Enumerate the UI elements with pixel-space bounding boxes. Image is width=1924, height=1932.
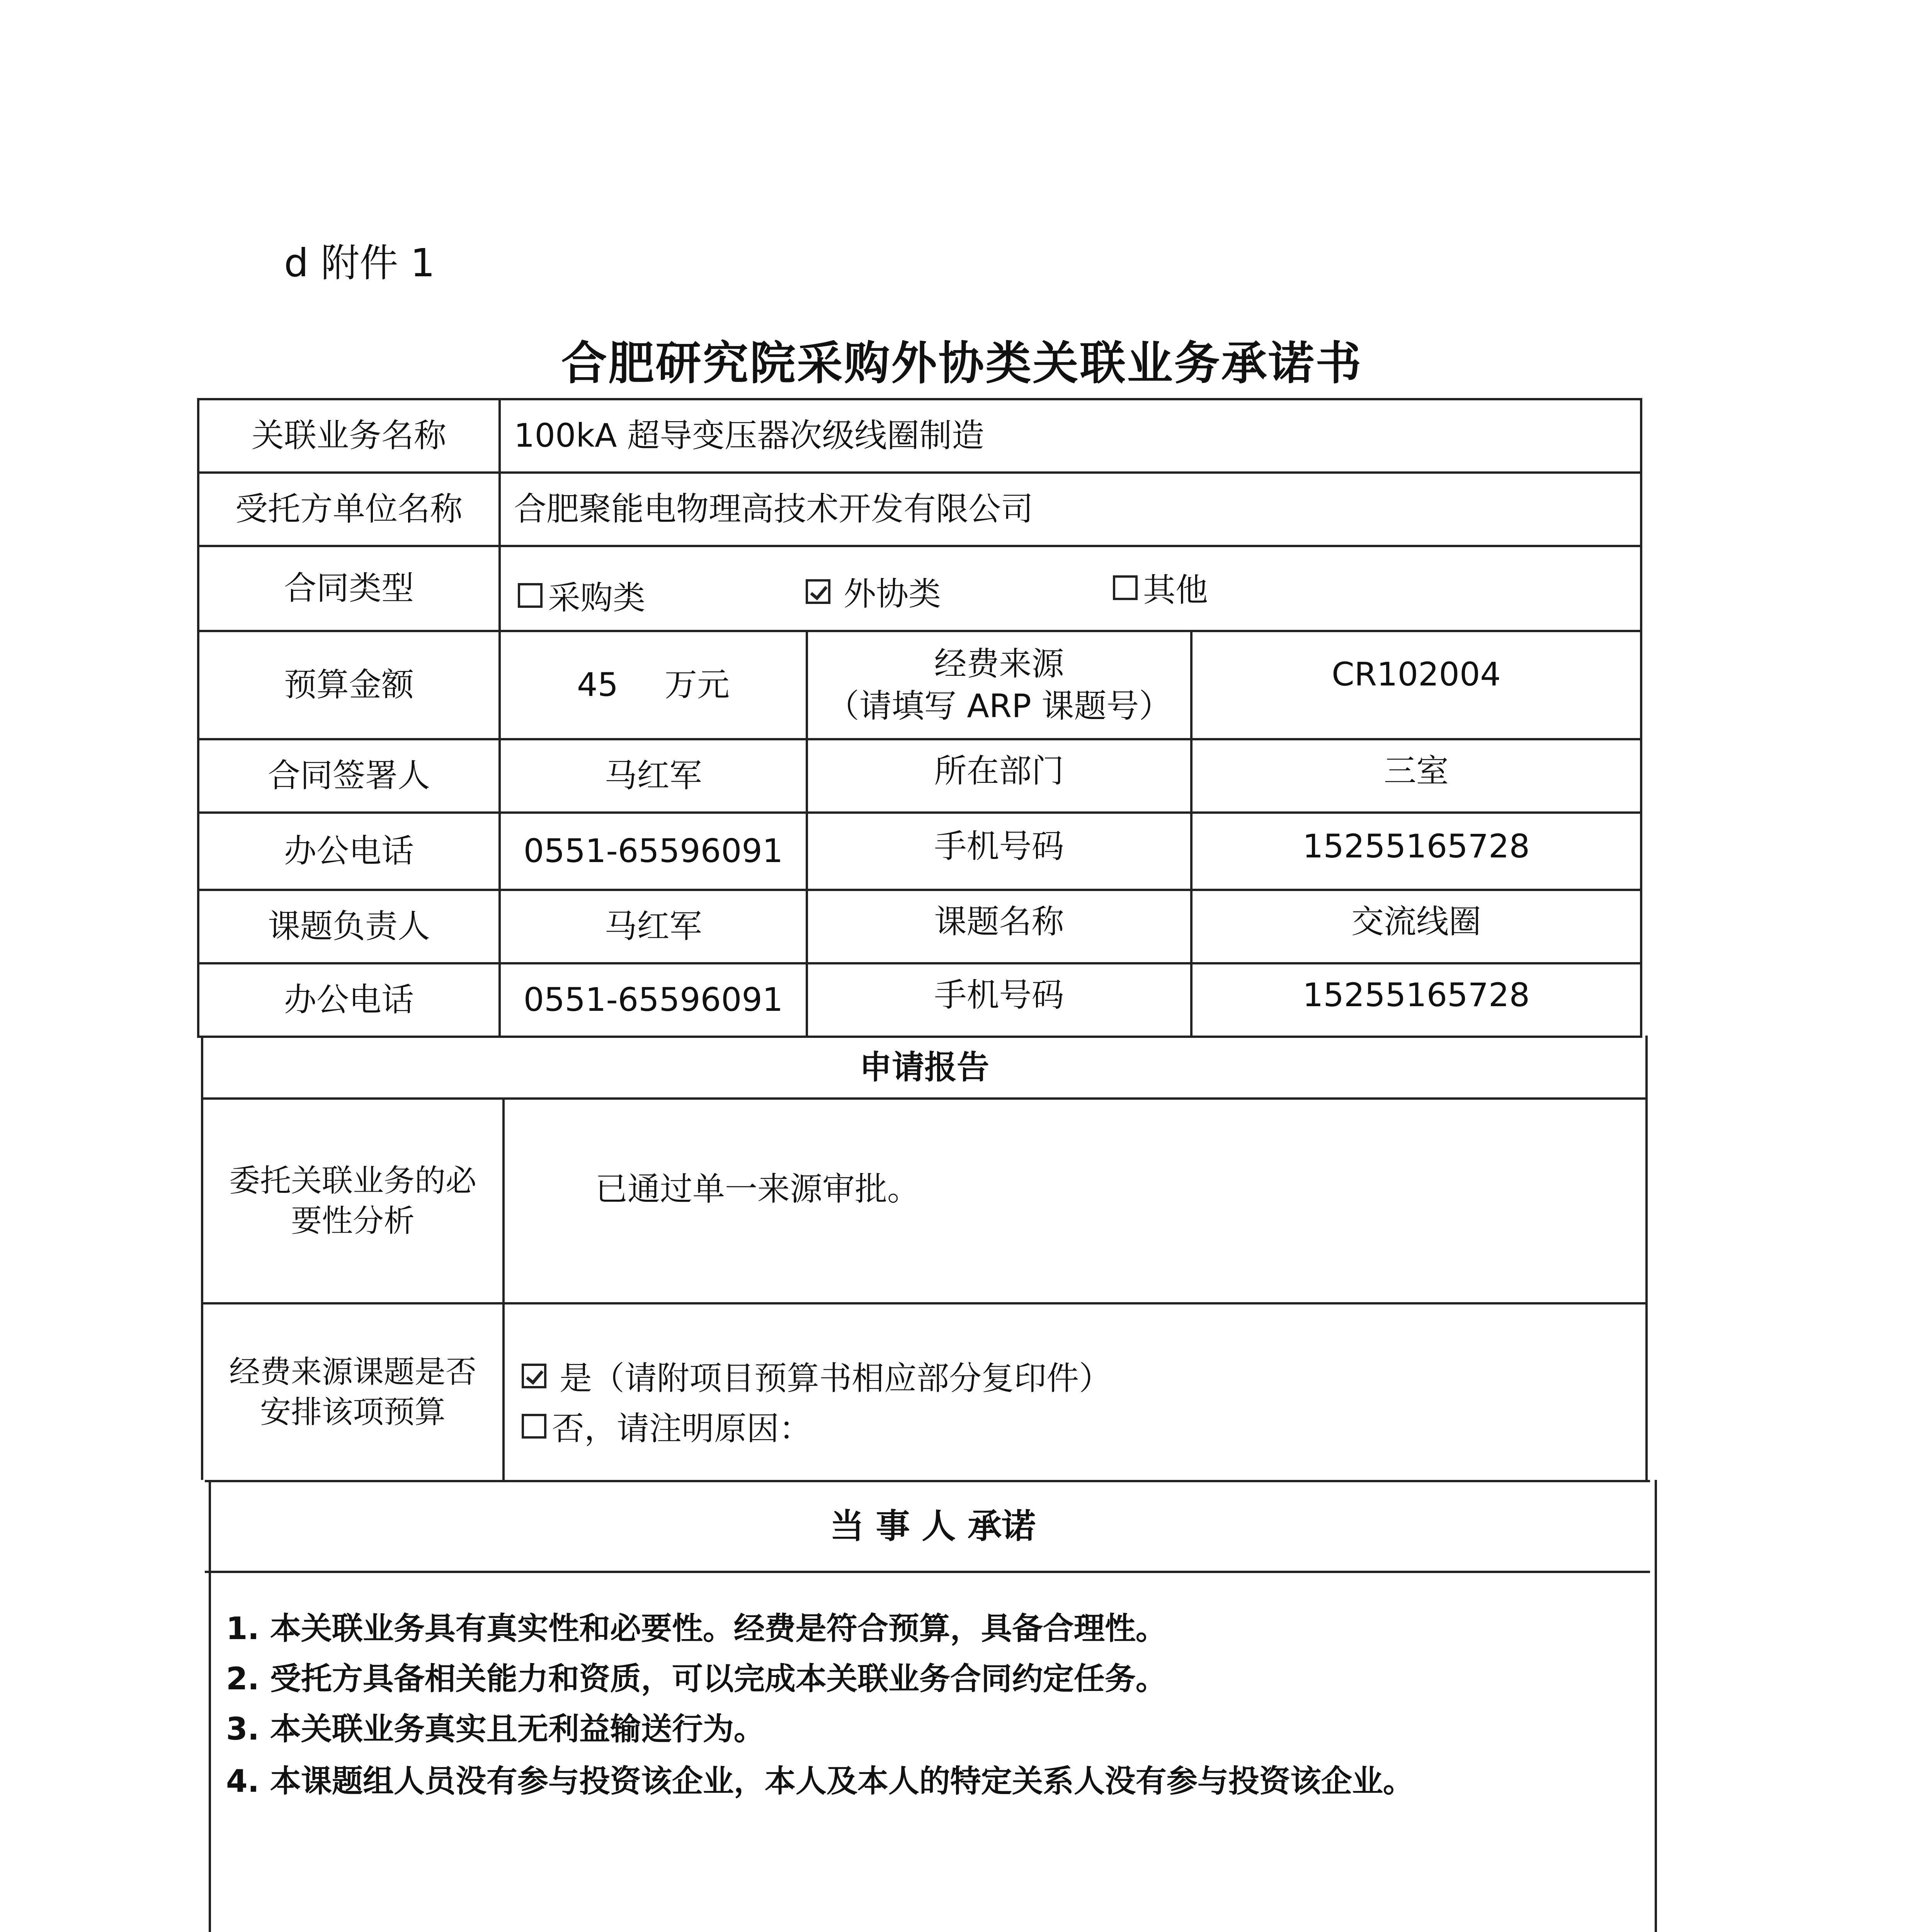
checkbox-unchecked-icon bbox=[522, 1414, 546, 1439]
office-phone-label: 办公电话 bbox=[284, 832, 414, 870]
budget-arranged-label: 经费来源课题是否 安排该项预算 bbox=[229, 1354, 476, 1430]
document-title: 合肥研究院采购外协类关联业务承诺书 bbox=[561, 337, 1363, 390]
budget-value: 45 bbox=[577, 666, 618, 704]
office-phone-value: 0551-65596091 bbox=[523, 981, 783, 1019]
department-label: 所在部门 bbox=[934, 752, 1064, 790]
checkbox-unchecked-icon bbox=[1113, 575, 1138, 600]
department-value: 三室 bbox=[1383, 752, 1449, 790]
business-name-value: 100kA 超导变压器次级线圈制造 bbox=[514, 417, 985, 455]
commitment-item: 2. 受托方具备相关能力和资质，可以完成本关联业务合同约定任务。 bbox=[226, 1661, 1167, 1697]
entrusted-party-value: 合肥聚能电物理高技术开发有限公司 bbox=[514, 490, 1034, 528]
project-name-label: 课题名称 bbox=[934, 903, 1064, 941]
project-leader-value: 马红军 bbox=[604, 907, 702, 946]
project-name-value: 交流线圈 bbox=[1351, 903, 1481, 941]
mobile-label: 手机号码 bbox=[934, 827, 1064, 866]
funding-source-label: 经费来源 （请填写 ARP 课题号） bbox=[827, 645, 1172, 725]
contract-option-purchase[interactable]: 采购类 bbox=[518, 572, 645, 619]
budget-arranged-no[interactable]: 否，请注明原因： bbox=[522, 1403, 811, 1449]
office-phone-label: 办公电话 bbox=[284, 981, 414, 1019]
entrusted-party-label: 受托方单位名称 bbox=[235, 490, 463, 528]
checkbox-checked-icon bbox=[522, 1364, 546, 1388]
budget-amount bbox=[501, 632, 806, 738]
funding-source-value: CR102004 bbox=[1332, 655, 1501, 694]
budget-unit: 万元 bbox=[664, 666, 730, 704]
commitment-item: 1. 本关联业务具有真实性和必要性。经费是符合预算，具备合理性。 bbox=[226, 1611, 1167, 1646]
commitment-item: 3. 本关联业务真实且无利益输送行为。 bbox=[226, 1711, 765, 1747]
report-header: 申请报告 bbox=[859, 1048, 989, 1087]
signer-label: 合同签署人 bbox=[267, 757, 430, 795]
project-leader-label: 课题负责人 bbox=[267, 907, 430, 946]
commitment-header: 当 事 人 承诺 bbox=[830, 1506, 1036, 1546]
checkbox-unchecked-icon bbox=[518, 583, 543, 608]
attachment-label: d 附件 1 bbox=[284, 240, 435, 286]
checkbox-checked-icon bbox=[806, 579, 830, 604]
budget-label: 预算金额 bbox=[284, 666, 414, 704]
contract-option-other[interactable]: 其他 bbox=[1113, 564, 1208, 611]
contract-option-outsourcing[interactable]: 外协类 bbox=[806, 568, 941, 615]
mobile-value: 15255165728 bbox=[1303, 827, 1530, 866]
necessity-label: 委托关联业务的必 要性分析 bbox=[229, 1163, 476, 1239]
mobile-label: 手机号码 bbox=[934, 976, 1064, 1014]
signer-value: 马红军 bbox=[604, 757, 702, 795]
budget-arranged-yes[interactable]: 是（请附项目预算书相应部分复印件） bbox=[522, 1352, 1111, 1399]
commitment-item: 4. 本课题组人员没有参与投资该企业，本人及本人的特定关系人没有参与投资该企业。 bbox=[226, 1763, 1414, 1799]
mobile-value: 15255165728 bbox=[1303, 976, 1530, 1014]
necessity-value: 已通过单一来源审批。 bbox=[595, 1170, 920, 1208]
contract-type-label: 合同类型 bbox=[284, 569, 414, 607]
business-name-label: 关联业务名称 bbox=[251, 417, 446, 455]
office-phone-value: 0551-65596091 bbox=[523, 832, 783, 870]
